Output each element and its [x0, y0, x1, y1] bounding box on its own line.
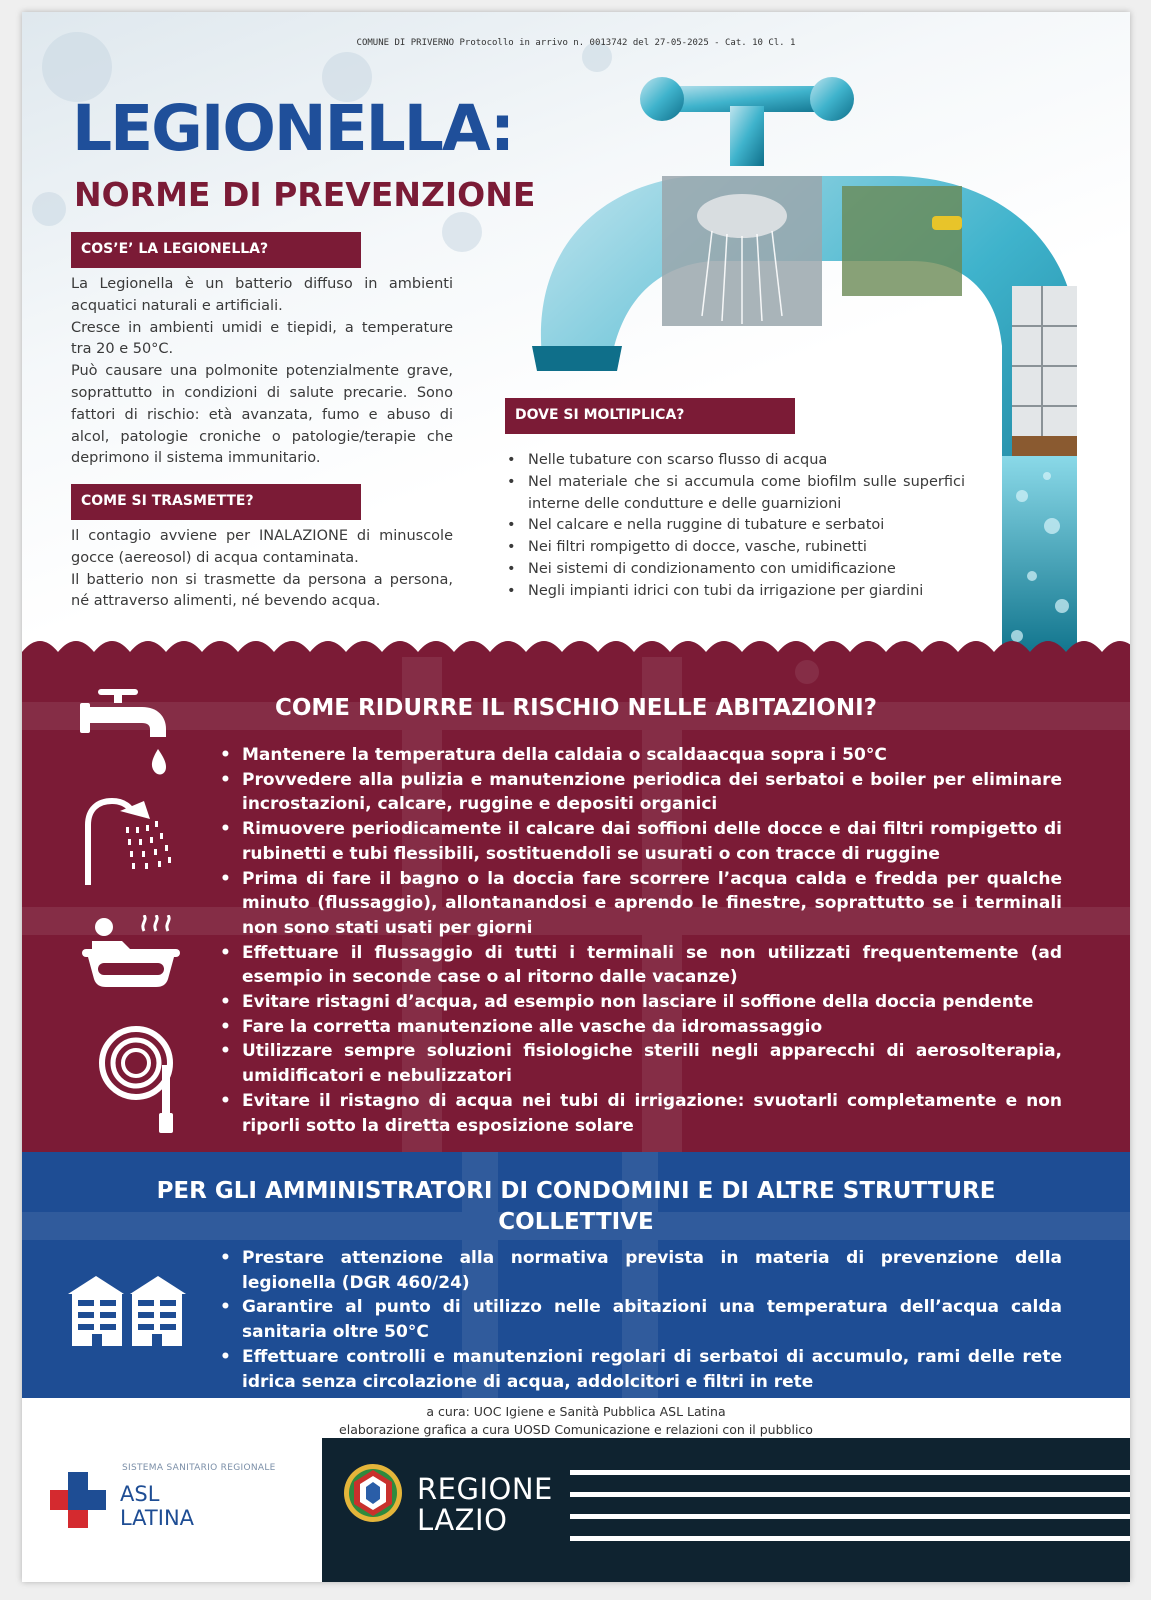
list-item: • Rimuovere periodicamente il calcare dai soffioni delle docce e dai filtri rompigetto di rubinetti e tubi flessibili, sostituendoli se usurati o con tracce di ruggine — [220, 817, 1062, 866]
list-item: • Effettuare il flussaggio di tutti i terminali se non utilizzati frequentemente (ad esempio in seconde case o al ritorno dalle vacanze) — [220, 941, 1062, 990]
transmission-paragraph: Il contagio avviene per INALAZIONE di minuscole gocce (aereosol) di acqua contaminata. — [71, 528, 453, 566]
transmission-paragraph: Il batterio non si trasmette da persona a persona, né attraverso alimenti, né bevendo acqua. — [71, 571, 453, 610]
credits-line2: elaborazione grafica a cura UOSD Comunicazione e relazioni con il pubblico — [339, 1422, 813, 1437]
section-heading-transmission: COME SI TRASMETTE? — [71, 484, 361, 520]
footer-stripe — [570, 1514, 1130, 1519]
what-paragraph: Può causare una polmonite potenzialmente grave, soprattutto in condizioni di salute precarie. Sono fattori di rischio: età avanzata, fumo e abuso di alcol, patologie croniche o patologie/terapie che deprimono il sistema immunitario. — [71, 363, 453, 467]
decor-bubble — [442, 212, 482, 252]
buildings-icon — [68, 1272, 186, 1346]
regione-lazio-emblem — [342, 1462, 404, 1524]
admins-section — [22, 1152, 1130, 1398]
home-section — [22, 657, 1130, 1152]
hose-icon — [98, 1025, 178, 1135]
admins-heading-line1: PER GLI AMMINISTRATORI DI CONDOMINI E DI ALTRE STRUTTURE — [156, 1178, 996, 1204]
list-item: • Nelle tubature con scarso flusso di acqua — [505, 450, 965, 472]
admins-heading-line2: COLLETTIVE — [498, 1209, 654, 1235]
poster — [22, 12, 1130, 1582]
protocol-stamp: COMUNE DI PRIVERNO Protocollo in arrivo n. 0013742 del 27-05-2025 - Cat. 10 Cl. 1 — [356, 38, 796, 48]
credits-line1: a cura: UOC Igiene e Sanità Pubblica ASL Latina — [426, 1404, 726, 1419]
asl-name — [120, 1482, 194, 1530]
asl-cross-logo — [50, 1472, 106, 1528]
asl-name-line2: LATINA — [120, 1506, 195, 1530]
asl-name-line1: ASL — [120, 1482, 160, 1506]
list-item: • Fare la corretta manutenzione alle vasche da idromassaggio — [220, 1015, 1062, 1040]
admins-heading — [22, 1176, 1130, 1238]
home-heading: COME RIDURRE IL RISCHIO NELLE ABITAZIONI? — [274, 695, 878, 721]
list-item: • Mantenere la temperatura della caldaia o scaldaacqua sopra i 50°C — [220, 743, 1062, 768]
list-item: • Evitare ristagni d’acqua, ad esempio non lasciare il soffione della doccia pendente — [220, 990, 1062, 1015]
transmission-text — [71, 526, 453, 613]
regione-line1: REGIONE — [417, 1472, 553, 1506]
where-list — [505, 450, 965, 603]
regione-lazio-name — [417, 1474, 553, 1536]
decor-bubble — [32, 192, 66, 226]
footer-stripe — [570, 1492, 1130, 1497]
admins-list — [220, 1246, 1062, 1394]
list-item: • Prestare attenzione alla normativa prevista in materia di prevenzione della legionella (DGR 460/24) — [220, 1246, 1062, 1295]
list-item: • Prima di fare il bagno o la doccia fare scorrere l’acqua calda e fredda per qualche minuto (flussaggio), allontanandosi e aprendo le finestre, soprattutto se i terminali non sono stati usati per giorni — [220, 867, 1062, 941]
page-subtitle: NORME DI PREVENZIONE — [74, 175, 536, 214]
regione-line2: LAZIO — [417, 1503, 508, 1537]
what-paragraph: Cresce in ambienti umidi e tiepidi, a temperature tra 20 e 50°C. — [71, 319, 453, 358]
list-item: • Provvedere alla pulizia e manutenzione periodica dei serbatoi e boiler per eliminare incrostazioni, calcare, ruggine e depositi organici — [220, 768, 1062, 817]
list-item: • Utilizzare sempre soluzioni fisiologiche sterili negli apparecchi di aerosolterapia, umidificatori e nebulizzatori — [220, 1039, 1062, 1088]
section-heading-what: COS’E’ LA LEGIONELLA? — [71, 232, 361, 268]
list-item: • Nel calcare e nella ruggine di tubature e serbatoi — [505, 515, 965, 537]
list-item: • Negli impianti idrici con tubi da irrigazione per giardini — [505, 581, 965, 603]
section-heading-where: DOVE SI MOLTIPLICA? — [505, 398, 795, 434]
ssr-label: SISTEMA SANITARIO REGIONALE — [122, 1463, 276, 1473]
list-item: • Nel materiale che si accumula come biofilm sulle superfici interne delle condutture e delle guarnizioni — [505, 472, 965, 516]
what-paragraph: La Legionella è un batterio diffuso in ambienti acquatici naturali e artificiali. — [71, 276, 453, 314]
what-text — [71, 274, 453, 470]
list-item: • Garantire al punto di utilizzo nelle abitazioni una temperatura dell’acqua calda sanitaria oltre 50°C — [220, 1295, 1062, 1344]
shower-icon — [82, 797, 172, 887]
list-item: • Evitare il ristagno di acqua nei tubi di irrigazione: svuotarli completamente e non riporli sotto la diretta esposizione solare — [220, 1089, 1062, 1138]
faucet-icon — [80, 689, 170, 784]
footer-stripe — [570, 1470, 1130, 1475]
top-section — [22, 12, 1130, 662]
bathtub-icon — [82, 915, 182, 995]
footer-stripe — [570, 1536, 1130, 1541]
list-item: • Effettuare controlli e manutenzioni regolari di serbatoi di accumulo, rami delle rete idrica senza circolazione di acqua, addolcitori e filtri in rete — [220, 1345, 1062, 1394]
home-list — [220, 743, 1062, 1138]
list-item: • Nei sistemi di condizionamento con umidificazione — [505, 559, 965, 581]
page-title: LEGIONELLA: — [72, 92, 514, 165]
list-item: • Nei filtri rompigetto di docce, vasche, rubinetti — [505, 537, 965, 559]
